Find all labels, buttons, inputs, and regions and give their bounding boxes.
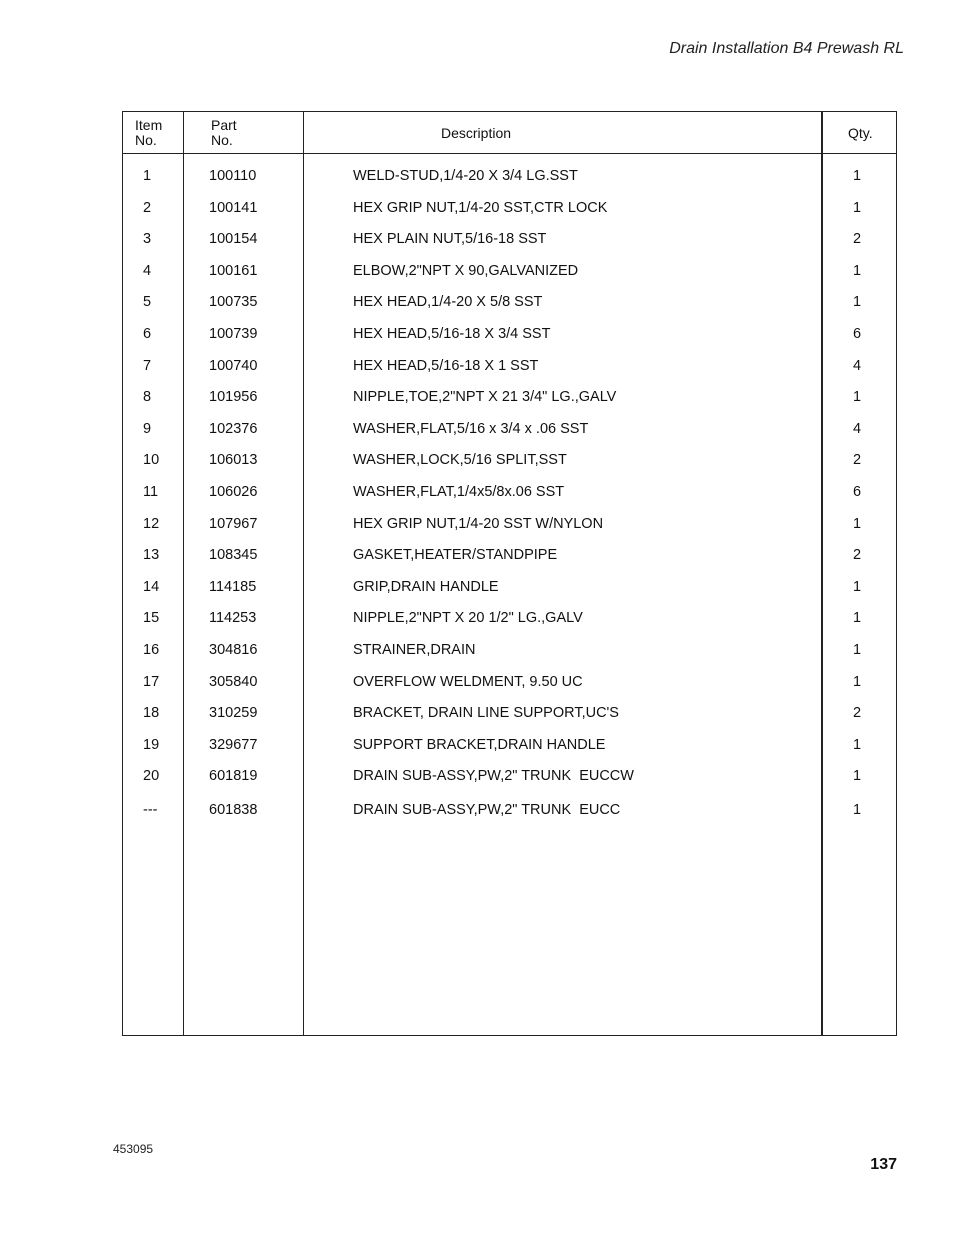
table-header xyxy=(123,112,896,154)
table-row xyxy=(123,229,896,249)
item-no-cell: 1 xyxy=(143,168,152,184)
qty-cell: 1 xyxy=(853,673,862,690)
header-description: Description xyxy=(441,125,512,141)
part-no-cell: 101956 xyxy=(209,389,258,406)
item-no-cell: 19 xyxy=(143,736,160,753)
description-cell: STRAINER,DRAIN xyxy=(353,642,476,658)
description-cell: WASHER,FLAT,5/16 x 3/4 x .06 SST xyxy=(353,420,589,437)
document-code: 453095 xyxy=(113,1142,154,1156)
description-cell: BRACKET, DRAIN LINE SUPPORT,UC'S xyxy=(353,705,619,722)
item-no-cell: --- xyxy=(143,801,158,818)
description-cell: ELBOW,2"NPT X 90,GALVANIZED xyxy=(353,262,579,279)
description-cell: OVERFLOW WELDMENT, 9.50 UC xyxy=(353,673,583,690)
description-cell: HEX GRIP NUT,1/4-20 SST,CTR LOCK xyxy=(353,199,608,216)
description-cell: GASKET,HEATER/STANDPIPE xyxy=(353,547,558,564)
item-no-cell: 18 xyxy=(143,705,160,722)
description-cell: SUPPORT BRACKET,DRAIN HANDLE xyxy=(353,736,606,753)
item-no-cell: 13 xyxy=(143,547,160,564)
table-row xyxy=(123,292,896,312)
description-cell: WASHER,FLAT,1/4x5/8x.06 SST xyxy=(353,484,565,500)
table-row xyxy=(123,703,896,723)
header-part-no xyxy=(211,118,237,148)
item-no-cell: 9 xyxy=(143,420,152,437)
description-cell: NIPPLE,2"NPT X 20 1/2" LG.,GALV xyxy=(353,610,583,627)
description-cell: WASHER,LOCK,5/16 SPLIT,SST xyxy=(353,452,567,469)
part-no-cell: 100110 xyxy=(209,168,257,184)
table-row xyxy=(123,450,896,470)
table-row xyxy=(123,482,896,502)
qty-cell: 1 xyxy=(853,168,862,184)
part-no-cell: 107967 xyxy=(209,515,258,532)
description-cell: NIPPLE,TOE,2"NPT X 21 3/4" LG.,GALV xyxy=(353,389,617,406)
header-qty: Qty. xyxy=(848,125,873,141)
qty-cell: 1 xyxy=(853,578,862,595)
description-cell: HEX HEAD,5/16-18 X 1 SST xyxy=(353,357,539,374)
table-row xyxy=(123,766,896,786)
item-no-cell: 4 xyxy=(143,262,152,279)
description-cell: DRAIN SUB-ASSY,PW,2" TRUNK EUCCW xyxy=(353,768,634,785)
parts-table xyxy=(122,111,897,1036)
qty-cell: 6 xyxy=(853,484,862,500)
item-no-cell: 2 xyxy=(143,199,152,216)
column-divider xyxy=(183,112,184,1035)
item-no-cell: 16 xyxy=(143,642,160,658)
description-cell: HEX HEAD,5/16-18 X 3/4 SST xyxy=(353,326,551,342)
item-no-cell: 5 xyxy=(143,294,152,311)
qty-cell: 2 xyxy=(853,452,862,469)
table-row xyxy=(123,577,896,597)
table-row xyxy=(123,324,896,344)
part-no-cell: 310259 xyxy=(209,705,258,722)
part-no-cell: 305840 xyxy=(209,673,258,690)
part-no-cell: 114185 xyxy=(209,578,257,595)
description-cell: DRAIN SUB-ASSY,PW,2" TRUNK EUCC xyxy=(353,801,621,818)
description-cell: HEX GRIP NUT,1/4-20 SST W/NYLON xyxy=(353,515,604,532)
part-no-cell: 100141 xyxy=(209,199,258,216)
qty-cell: 1 xyxy=(853,294,862,311)
table-row xyxy=(123,735,896,755)
qty-cell: 6 xyxy=(853,326,862,342)
table-row xyxy=(123,608,896,628)
qty-cell: 1 xyxy=(853,768,862,785)
description-cell: HEX HEAD,1/4-20 X 5/8 SST xyxy=(353,294,543,311)
part-no-cell: 100735 xyxy=(209,294,258,311)
header-part-line1: Part xyxy=(211,117,237,133)
item-no-cell: 15 xyxy=(143,610,160,627)
qty-cell: 2 xyxy=(853,547,862,564)
part-no-cell: 108345 xyxy=(209,547,258,564)
table-row xyxy=(123,545,896,565)
part-no-cell: 100161 xyxy=(209,262,258,279)
table-row xyxy=(123,356,896,376)
table-row xyxy=(123,800,896,820)
item-no-cell: 7 xyxy=(143,357,152,374)
column-divider xyxy=(821,112,823,1035)
part-no-cell: 100740 xyxy=(209,357,258,374)
qty-cell: 1 xyxy=(853,801,862,818)
table-row xyxy=(123,166,896,186)
table-row xyxy=(123,198,896,218)
item-no-cell: 10 xyxy=(143,452,160,469)
part-no-cell: 601838 xyxy=(209,801,258,818)
part-no-cell: 106026 xyxy=(209,484,258,500)
part-no-cell: 106013 xyxy=(209,452,258,469)
qty-cell: 4 xyxy=(853,420,862,437)
table-row xyxy=(123,672,896,692)
qty-cell: 4 xyxy=(853,357,862,374)
part-no-cell: 100739 xyxy=(209,326,258,342)
item-no-cell: 11 xyxy=(143,484,159,500)
qty-cell: 2 xyxy=(853,231,862,248)
item-no-cell: 3 xyxy=(143,231,152,248)
item-no-cell: 12 xyxy=(143,515,160,532)
qty-cell: 1 xyxy=(853,389,862,406)
description-cell: HEX PLAIN NUT,5/16-18 SST xyxy=(353,231,547,248)
header-item-line2: No. xyxy=(135,132,157,148)
description-cell: WELD-STUD,1/4-20 X 3/4 LG.SST xyxy=(353,168,578,184)
item-no-cell: 20 xyxy=(143,768,160,785)
qty-cell: 1 xyxy=(853,642,862,658)
part-no-cell: 102376 xyxy=(209,420,258,437)
header-part-line2: No. xyxy=(211,132,233,148)
qty-cell: 1 xyxy=(853,262,862,279)
qty-cell: 2 xyxy=(853,705,862,722)
table-row xyxy=(123,419,896,439)
description-cell: GRIP,DRAIN HANDLE xyxy=(353,578,499,595)
part-no-cell: 114253 xyxy=(209,610,257,627)
qty-cell: 1 xyxy=(853,199,862,216)
qty-cell: 1 xyxy=(853,515,862,532)
part-no-cell: 100154 xyxy=(209,231,258,248)
column-divider xyxy=(303,112,304,1035)
header-item-no xyxy=(135,118,162,148)
table-row xyxy=(123,514,896,534)
part-no-cell: 329677 xyxy=(209,736,258,753)
item-no-cell: 14 xyxy=(143,578,160,595)
page-title: Drain Installation B4 Prewash RL xyxy=(669,40,904,57)
item-no-cell: 6 xyxy=(143,326,152,342)
item-no-cell: 8 xyxy=(143,389,152,406)
part-no-cell: 304816 xyxy=(209,642,258,658)
qty-cell: 1 xyxy=(853,610,862,627)
table-row xyxy=(123,387,896,407)
table-row xyxy=(123,640,896,660)
table-row xyxy=(123,261,896,281)
page-number: 137 xyxy=(870,1156,897,1173)
header-item-line1: Item xyxy=(135,117,163,133)
part-no-cell: 601819 xyxy=(209,768,258,785)
qty-cell: 1 xyxy=(853,736,862,753)
item-no-cell: 17 xyxy=(143,673,160,690)
